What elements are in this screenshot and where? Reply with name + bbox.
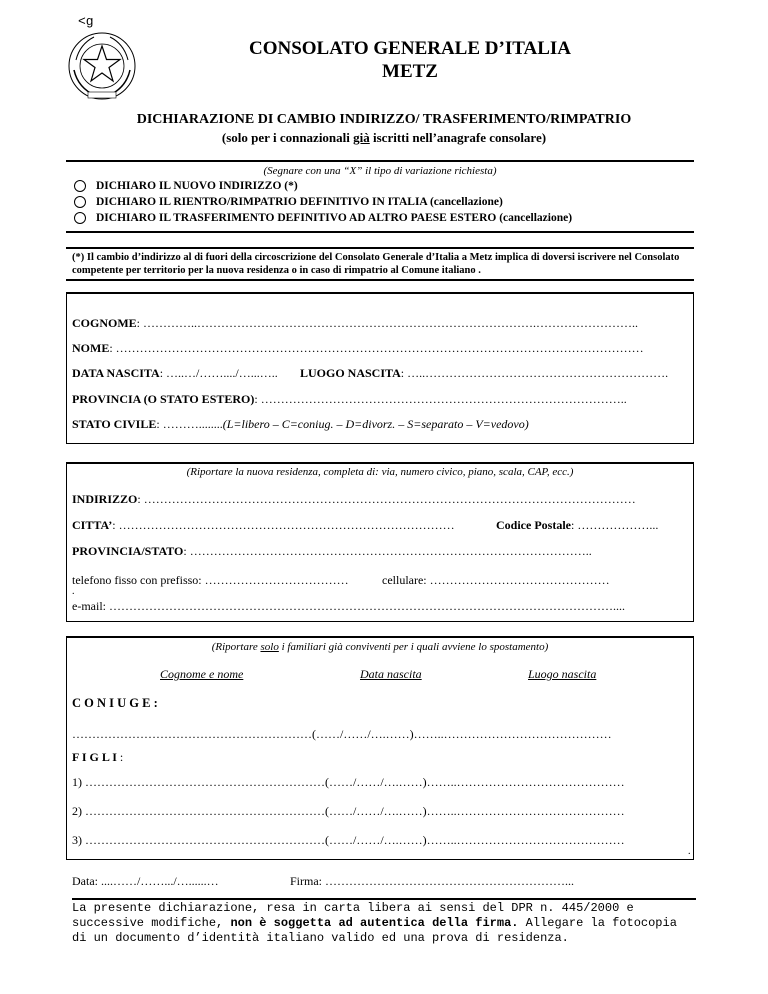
checkbox-icon[interactable] bbox=[74, 212, 86, 224]
declaration-title: DICHIARAZIONE DI CAMBIO INDIRIZZO/ TRASFERIMENTO/RIMPATRIO bbox=[136, 112, 632, 127]
signature-field[interactable]: Firma: ……………………………………………………... bbox=[290, 874, 574, 888]
spouse-label: C O N I U G E : bbox=[72, 696, 158, 710]
declaration-subtitle: (solo per i connazionali già iscritti nell’anagrafe consolare) bbox=[221, 130, 547, 145]
indirizzo-field[interactable]: INDIRIZZO: …………………………………………………………………………………………………………… bbox=[72, 492, 636, 506]
column-birth-place: Luogo nascita bbox=[528, 667, 597, 681]
footer-note: La presente dichiarazione, resa in carta libera ai sensi del DPR n. 445/2000 e successive modifiche, non è soggetta ad autentica della firma. Allegare la fotocopia di un documento d’identità italiano valido ed una prova di residenza. bbox=[72, 901, 677, 945]
residence-instruction: (Riportare la nuova residenza, completa di: via, numero civico, piano, scala, CAP, ecc.) bbox=[186, 466, 574, 478]
nome-field[interactable]: NOME: …………………………………………………………………………………………………………………… bbox=[72, 341, 644, 355]
option-transfer-abroad[interactable]: DICHIARO IL TRASFERIMENTO DEFINITIVO AD ALTRO PAESE ESTERO (cancellazione) bbox=[74, 212, 572, 224]
phone-field[interactable]: telefono fisso con prefisso: ……………………………… bbox=[72, 573, 349, 587]
children-label: F I G L I : bbox=[72, 750, 124, 764]
spouse-line[interactable]: ……………………………………………………(……/……/….……)……..…………………………………… bbox=[72, 727, 612, 741]
variation-instruction: (Segnare con una “X” il tipo di variazione richiesta) bbox=[263, 165, 497, 177]
trailing-dot: . bbox=[688, 846, 691, 857]
consulate-city: METZ bbox=[382, 61, 438, 82]
provincia-stato-field[interactable]: PROVINCIA/STATO: ……………………………………………………………………………………….. bbox=[72, 544, 592, 558]
civil-status-field[interactable]: STATO CIVILE: ………........(L=libero – C=coniug. – D=divorz. – S=separato – V=vedovo) bbox=[72, 417, 529, 431]
option-repatriation[interactable]: DICHIARO IL RIENTRO/RIMPATRIO DEFINITIVO IN ITALIA (cancellazione) bbox=[74, 196, 503, 208]
family-instruction: (Riportare solo i familiari già conviventi per i quali avviene lo spostamento) bbox=[211, 641, 549, 653]
email-field[interactable]: e-mail: ……………………………………………………………………………………………………………….... bbox=[72, 599, 625, 613]
option-new-address[interactable]: DICHIARO IL NUOVO INDIRIZZO (*) bbox=[74, 180, 298, 192]
column-name: Cognome e nome bbox=[160, 667, 244, 681]
address-change-note: (*) Il cambio d’indirizzo al di fuori della circoscrizione del Consolato Generale d’Italia a Metz implica di doversi iscrivere nel Consolato competente per territorio per la nuova residenza o in caso di rimpatrio al Comune italiano . bbox=[72, 252, 680, 276]
child-line-2[interactable]: 2) ……………………………………………………(……/……/….……)……..…………………………………… bbox=[72, 804, 625, 818]
province-field[interactable]: PROVINCIA (O STATO ESTERO): ……………………………………………………………………………….. bbox=[72, 392, 627, 406]
residence-box bbox=[66, 462, 694, 622]
child-line-1[interactable]: 1) ……………………………………………………(……/……/….……)……..…………………………………… bbox=[72, 775, 625, 789]
birth-place-field[interactable]: LUOGO NASCITA: …..……………………………………………………. bbox=[300, 366, 669, 380]
citta-field[interactable]: CITTA’: ………………………………………………………………………… bbox=[72, 518, 455, 532]
birth-date-field[interactable]: DATA NASCITA: …..…/……..../…...….. bbox=[72, 366, 278, 380]
corner-mark: <g bbox=[78, 14, 94, 29]
consulate-title: CONSOLATO GENERALE D’ITALIA bbox=[248, 38, 571, 59]
footer-divider bbox=[72, 898, 696, 900]
cognome-field[interactable]: COGNOME: …………..………………………………………………………………………….…………………….. bbox=[72, 316, 639, 330]
child-line-3[interactable]: 3) ……………………………………………………(……/……/….……)……..…………………………………… bbox=[72, 833, 625, 847]
italian-emblem-icon bbox=[66, 30, 138, 102]
stray-dot: . bbox=[72, 586, 75, 597]
date-field[interactable]: Data: ....……/…….../…......… bbox=[72, 874, 219, 888]
checkbox-icon[interactable] bbox=[74, 196, 86, 208]
checkbox-icon[interactable] bbox=[74, 180, 86, 192]
column-birth-date: Data nascita bbox=[360, 667, 422, 681]
postal-code-field[interactable]: Codice Postale: ………………... bbox=[496, 518, 659, 532]
mobile-field[interactable]: cellulare: ……………………………………… bbox=[382, 573, 610, 587]
